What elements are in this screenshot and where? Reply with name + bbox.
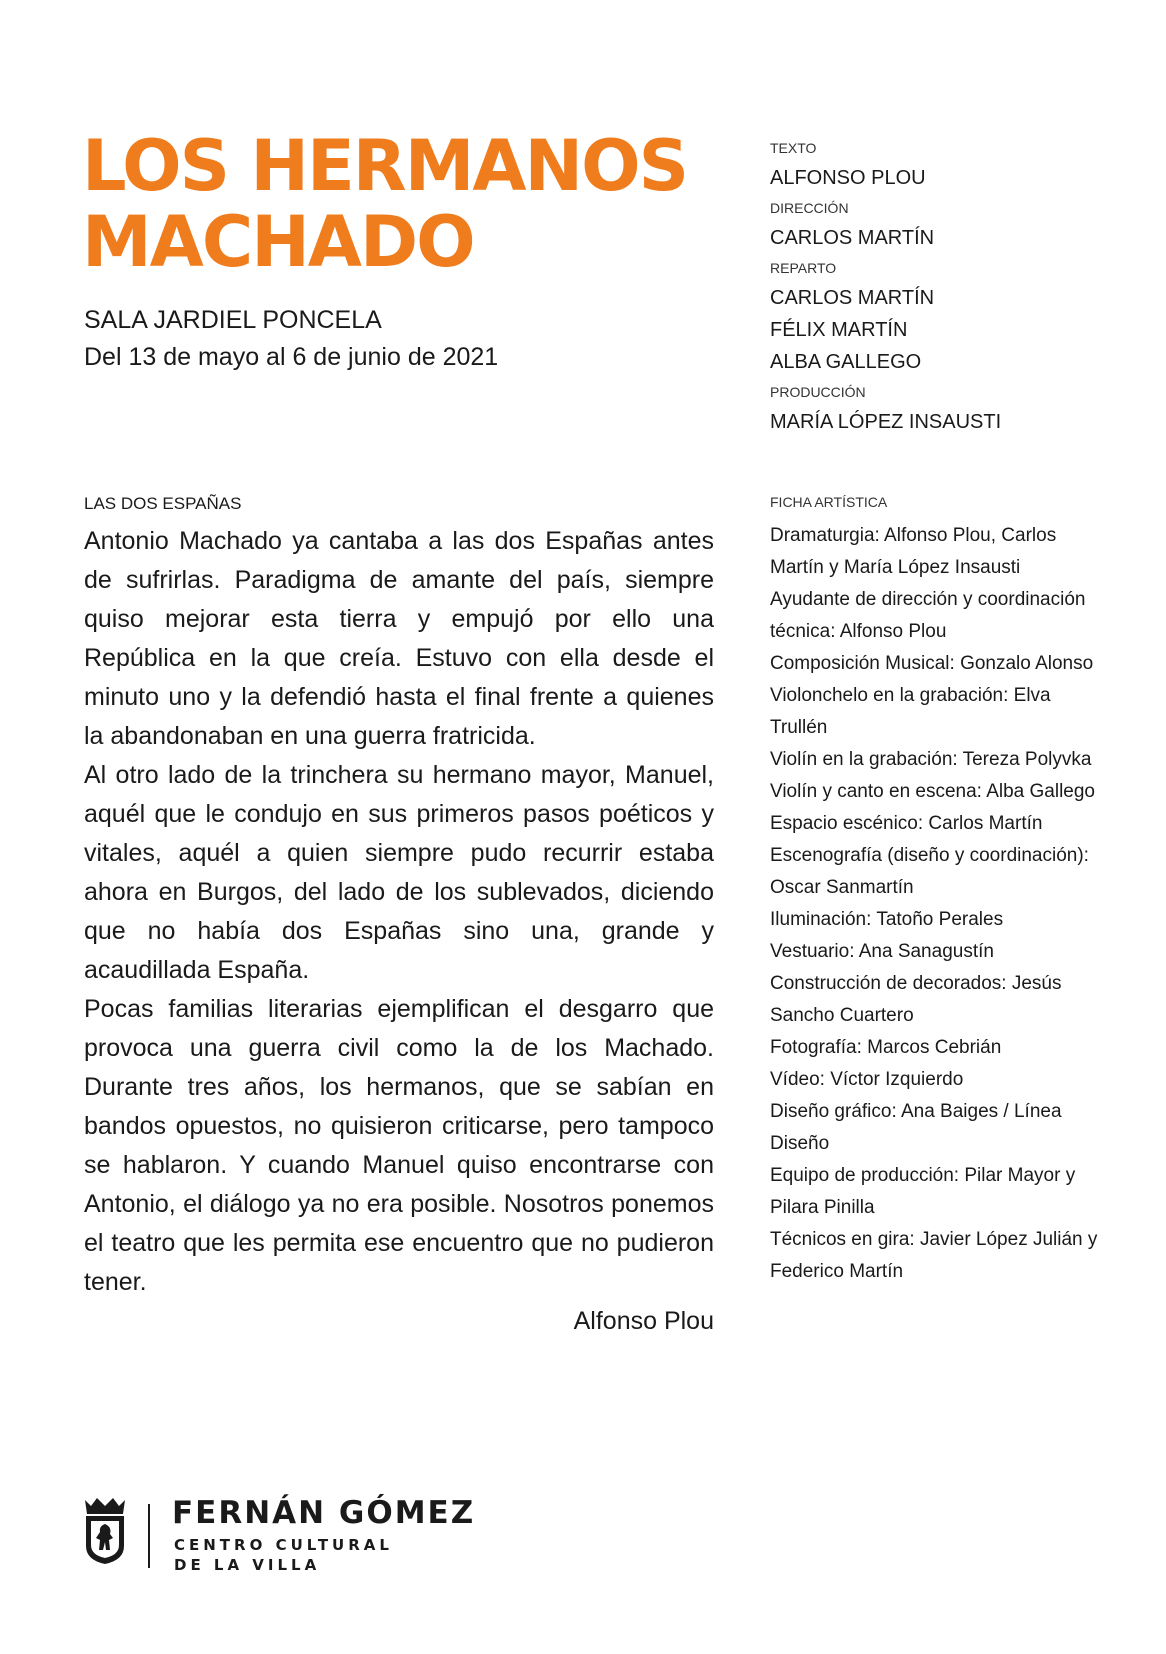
essay-paragraph: Antonio Machado ya cantaba a las dos Españas antes de sufrirlas. Paradigma de amante del país, siempre quiso mejorar esta tierra y empujó por ello una República en la que creía. Estuvo con ella desde el minuto uno y la defendió hasta el final frente a quienes la abandonaban en una guerra fratricida.	[84, 527, 714, 750]
ficha-item: Dramaturgia: Alfonso Plou, Carlos Martín y María López Insausti	[770, 525, 1057, 578]
ficha-item: Iluminación: Tatoño Perales	[770, 909, 1004, 930]
essay-signature: Alfonso Plou	[573, 1307, 714, 1335]
ficha-item: Espacio escénico: Carlos Martín	[770, 813, 1043, 834]
essay-paragraph: Pocas familias literarias ejemplifican el desgarro que provoca una guerra civil como la de los Machado. Durante tres años, los hermanos, que se sabían en bandos opuestos, no quisieron criticarse, pero tampoco se hablaron. Y cuando Manuel quiso encontrarse con Antonio, el diálogo ya no era posible. Nosotros ponemos el teatro que les permita ese encuentro que no pudieron tener.	[84, 995, 714, 1296]
credits-panel	[770, 134, 1130, 438]
ficha-artistica	[770, 494, 1100, 1288]
ficha-item: Composición Musical: Gonzalo Alonso	[770, 653, 1094, 674]
logo-subtitle-line-1: CENTRO CULTURAL	[174, 1536, 393, 1554]
credit-label: DIRECCIÓN	[770, 200, 849, 216]
ficha-label: FICHA ARTÍSTICA	[770, 494, 888, 510]
ficha-item: Diseño gráfico: Ana Baiges / Línea Diseño	[770, 1101, 1062, 1154]
essay	[84, 494, 714, 1341]
logo-divider	[148, 1504, 150, 1568]
ficha-item: Fotografía: Marcos Cebrián	[770, 1037, 1002, 1058]
credit-name: ALFONSO PLOU	[770, 167, 926, 189]
logo-subtitle-line-2: DE LA VILLA	[174, 1556, 321, 1574]
essay-label: LAS DOS ESPAÑAS	[84, 494, 242, 513]
title-line-2: MACHADO	[82, 201, 474, 283]
venue: SALA JARDIEL PONCELA	[84, 306, 382, 334]
credit-name: FÉLIX MARTÍN	[770, 319, 908, 341]
logo-name: FERNÁN GÓMEZ	[172, 1495, 476, 1531]
dates: Del 13 de mayo al 6 de junio de 2021	[84, 343, 499, 371]
ficha-item: Vídeo: Víctor Izquierdo	[770, 1069, 964, 1090]
credit-label: PRODUCCIÓN	[770, 384, 866, 400]
essay-paragraph: Al otro lado de la trinchera su hermano mayor, Manuel, aquél que le condujo en sus primeros pasos poéticos y vitales, aquél a quien siempre pudo recurrir estaba ahora en Burgos, del lado de los sublevados, diciendo que no había dos Españas sino una, grande y acaudillada España.	[84, 761, 714, 984]
ficha-item: Escenografía (diseño y coordinación): Oscar Sanmartín	[770, 845, 1089, 898]
madrid-crest-icon	[82, 1496, 128, 1566]
credit-name: CARLOS MARTÍN	[770, 287, 935, 309]
ficha-item: Técnicos en gira: Javier López Julián y Federico Martín	[770, 1229, 1098, 1282]
credit-group-texto	[770, 140, 1130, 194]
title-line-1: LOS HERMANOS	[82, 125, 688, 207]
credit-group-direccion	[770, 200, 1130, 254]
credit-name: CARLOS MARTÍN	[770, 227, 935, 249]
credit-name: MARÍA LÓPEZ INSAUSTI	[770, 411, 1002, 433]
page-title	[82, 125, 722, 283]
credit-group-reparto	[770, 260, 1130, 378]
ficha-item: Ayudante de dirección y coordinación técnica: Alfonso Plou	[770, 589, 1086, 642]
ficha-item: Construcción de decorados: Jesús Sancho Cuartero	[770, 973, 1062, 1026]
ficha-item: Equipo de producción: Pilar Mayor y Pilara Pinilla	[770, 1165, 1076, 1218]
credit-label: REPARTO	[770, 260, 837, 276]
credit-label: TEXTO	[770, 140, 817, 156]
fernan-gomez-logo	[82, 1496, 502, 1576]
ficha-item: Violín y canto en escena: Alba Gallego	[770, 781, 1095, 802]
ficha-item: Violonchelo en la grabación: Elva Trullén	[770, 685, 1051, 738]
ficha-item: Vestuario: Ana Sanagustín	[770, 941, 994, 962]
ficha-item: Violín en la grabación: Tereza Polyvka	[770, 749, 1092, 770]
credit-group-produccion	[770, 384, 1130, 438]
credit-name: ALBA GALLEGO	[770, 351, 922, 373]
